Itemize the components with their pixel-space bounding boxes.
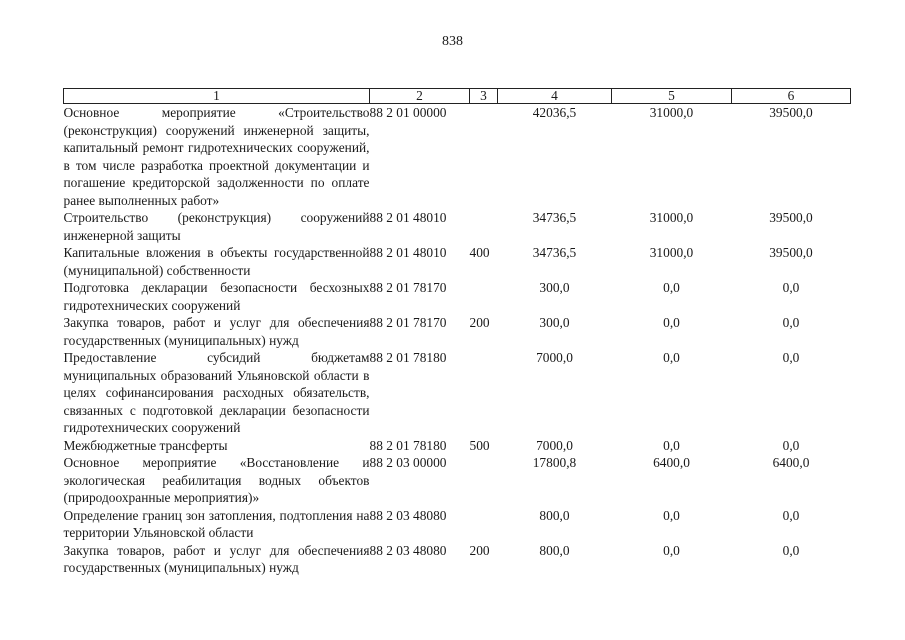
row-col4: 7000,0 — [536, 437, 573, 453]
row-name: Капитальные вложения в объекты государственной (муниципальной) собственности — [63, 245, 370, 278]
row-col5: 0,0 — [663, 280, 680, 295]
header-col-2: 2 — [370, 89, 470, 104]
row-expense-type: 400 — [469, 245, 490, 260]
row-col4: 42036,5 — [532, 105, 577, 120]
row-col5: 0,0 — [663, 350, 680, 365]
table-row — [64, 454, 851, 507]
row-col4: 300,0 — [539, 280, 570, 295]
row-name: Закупка товаров, работ и услуг для обеспечения государственных (муниципальных) нужд — [63, 315, 370, 348]
table-row — [64, 349, 851, 437]
header-col-3: 3 — [470, 89, 498, 104]
row-col4: 300,0 — [539, 315, 570, 330]
row-col4: 7000,0 — [536, 350, 573, 365]
table-row — [64, 314, 851, 349]
row-expense-type — [470, 454, 498, 507]
header-col-5: 5 — [612, 89, 732, 104]
row-expense-type — [470, 209, 498, 244]
row-col5: 0,0 — [663, 315, 680, 330]
row-name: Межбюджетные трансферты — [63, 437, 228, 453]
row-col5: 31000,0 — [649, 245, 694, 260]
row-code: 88 2 01 78180 — [369, 437, 447, 453]
row-code: 88 2 01 48010 — [369, 245, 447, 260]
header-col-6: 6 — [732, 89, 851, 104]
row-code: 88 2 01 48010 — [369, 210, 447, 225]
header-col-1: 1 — [64, 89, 370, 104]
row-name: Основное мероприятие «Восстановление и экологическая реабилитация водных объектов (природоохранные мероприятия)» — [63, 455, 370, 505]
row-code: 88 2 01 78180 — [369, 350, 447, 365]
row-col5: 0,0 — [663, 437, 680, 453]
row-expense-type — [470, 349, 498, 437]
row-col6: 0,0 — [782, 437, 800, 453]
row-col6: 0,0 — [782, 542, 800, 558]
table-row — [64, 209, 851, 244]
row-name: Закупка товаров, работ и услуг для обеспечения государственных (муниципальных) нужд — [63, 542, 370, 575]
row-name: Основное мероприятие «Строительство (реконструкция) сооружений инженерной защиты, капитальный ремонт гидротехнических сооружений, в том числе разработка проектной документации и погашение кредиторской задолженности по оплате ранее выполненных работ» — [63, 105, 370, 208]
table-row — [64, 437, 851, 455]
row-col6: 39500,0 — [769, 105, 813, 120]
row-code: 88 2 03 00000 — [369, 455, 447, 470]
row-code: 88 2 01 00000 — [369, 105, 447, 120]
row-col6: 39500,0 — [769, 245, 813, 260]
row-col5: 0,0 — [663, 542, 680, 558]
table-row — [64, 244, 851, 279]
row-expense-type — [470, 507, 498, 542]
row-name: Подготовка декларации безопасности бесхозных гидротехнических сооружений — [63, 280, 370, 313]
row-col4: 34736,5 — [532, 210, 577, 225]
row-expense-type: 500 — [469, 437, 490, 453]
page-number: 838 — [442, 34, 463, 49]
row-col6: 6400,0 — [772, 455, 810, 470]
row-col5: 6400,0 — [653, 455, 690, 470]
row-code: 88 2 03 48080 — [369, 507, 447, 523]
row-name: Предоставление субсидий бюджетам муниципальных образований Ульяновской области в целях софинансирования расходных обязательств, связанных с подготовкой декларации безопасности гидротехнических сооружений — [63, 350, 370, 435]
row-col6: 0,0 — [782, 315, 800, 330]
row-name: Определение границ зон затопления, подтопления на территории Ульяновской области — [63, 507, 370, 540]
row-expense-type: 200 — [469, 315, 490, 330]
row-code: 88 2 01 78170 — [369, 315, 447, 330]
row-col5: 0,0 — [663, 507, 680, 523]
row-col4: 800,0 — [539, 542, 570, 558]
table-row — [64, 104, 851, 210]
header-col-4: 4 — [498, 89, 612, 104]
row-expense-type — [470, 104, 498, 210]
table-header-row — [64, 89, 851, 104]
row-col5: 31000,0 — [649, 210, 694, 225]
row-col4: 800,0 — [539, 507, 570, 523]
table-row — [64, 507, 851, 542]
row-col6: 0,0 — [782, 507, 800, 523]
row-expense-type — [470, 279, 498, 314]
row-col4: 17800,8 — [532, 455, 577, 470]
row-col6: 39500,0 — [769, 210, 813, 225]
table-row — [64, 542, 851, 577]
row-name: Строительство (реконструкция) сооружений инженерной защиты — [63, 210, 370, 243]
row-expense-type: 200 — [469, 542, 490, 558]
row-col6: 0,0 — [782, 350, 800, 365]
row-col6: 0,0 — [782, 280, 800, 295]
table-row — [64, 279, 851, 314]
row-col4: 34736,5 — [532, 245, 577, 260]
row-col5: 31000,0 — [649, 105, 694, 120]
budget-table — [63, 88, 851, 577]
row-code: 88 2 03 48080 — [369, 542, 447, 558]
row-code: 88 2 01 78170 — [369, 280, 447, 295]
